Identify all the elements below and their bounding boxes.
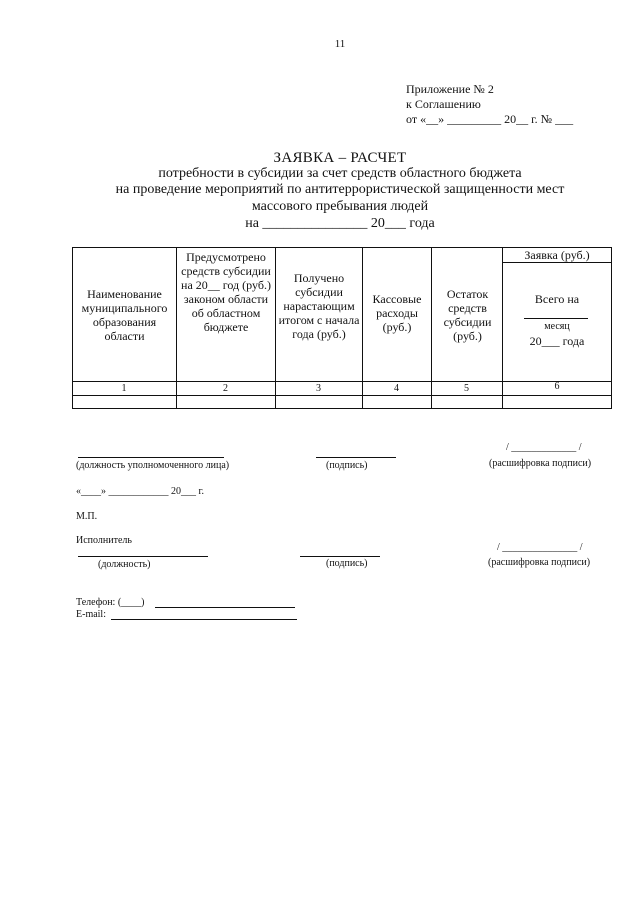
title-line-3: на проведение мероприятий по антитеррористической защищенности мест xyxy=(115,182,565,197)
header-municipality: Наименование муниципального образования области xyxy=(81,287,168,343)
executor-decode-caption: (расшифровка подписи) xyxy=(488,557,591,568)
email-label: E-mail: xyxy=(76,609,106,620)
executor-label: Исполнитель xyxy=(76,535,132,546)
column-number: 2 xyxy=(223,383,228,394)
column-number: 1 xyxy=(121,383,127,394)
page-number: 11 xyxy=(334,38,346,50)
title-period-line: на _______________ 20___ года xyxy=(245,216,435,231)
position-blank xyxy=(78,457,224,458)
annex-block xyxy=(406,82,573,127)
number-row-bottom-line xyxy=(72,395,612,396)
email-blank xyxy=(111,619,297,620)
date-line: «____» ____________ 20___ г. xyxy=(76,486,204,497)
position-caption: (должность уполномоченного лица) xyxy=(76,460,230,471)
request-table xyxy=(72,247,612,409)
table-border-bottom xyxy=(72,408,612,409)
executor-decode-blank: / _______________ / xyxy=(497,542,583,553)
group-header-divider xyxy=(502,262,612,263)
column-number: 4 xyxy=(394,383,399,394)
title-line-2: потребности в субсидии за счет средств областного бюджета xyxy=(158,166,522,181)
header-year: 20___ года xyxy=(529,334,585,348)
header-received-subsidy: Получено субсидии нарастающим итогом с начала года (руб.) xyxy=(278,271,360,341)
header-planned-subsidy: Предусмотрено средств субсидии на 20__ год (руб.) законом области об областном бюджете xyxy=(181,250,271,334)
signature-caption: (подпись) xyxy=(326,460,368,471)
month-blank-line xyxy=(524,318,588,319)
column-number: 5 xyxy=(464,383,469,394)
column-number: 3 xyxy=(316,383,321,394)
document-title: ЗАЯВКА – РАСЧЕТ xyxy=(273,150,407,166)
column-number: 6 xyxy=(554,381,560,392)
annex-agreement: к Соглашению xyxy=(406,97,481,111)
executor-position-caption: (должность) xyxy=(98,559,151,570)
signature-blank xyxy=(316,457,396,458)
seal-mark: М.П. xyxy=(76,511,98,522)
annex-title: Приложение № 2 xyxy=(406,82,494,96)
header-month: месяц xyxy=(544,321,570,332)
header-request-group: Заявка (руб.) xyxy=(524,248,590,262)
annex-date-number: от «__» _________ 20__ г. № ___ xyxy=(406,112,574,126)
phone-label: Телефон: (____) xyxy=(76,597,145,608)
header-total-for: Всего на xyxy=(534,292,580,306)
phone-blank xyxy=(155,607,295,608)
executor-position-blank xyxy=(78,556,208,557)
decode-blank: / _____________ / xyxy=(506,442,582,453)
decode-caption: (расшифровка подписи) xyxy=(489,458,592,469)
title-line-4: массового пребывания людей xyxy=(251,199,429,214)
executor-signature-caption: (подпись) xyxy=(326,558,368,569)
executor-signature-blank xyxy=(300,556,380,557)
header-remaining-subsidy: Остаток средств субсидии (руб.) xyxy=(443,287,492,343)
header-cash-expenses: Кассовые расходы (руб.) xyxy=(372,292,422,334)
